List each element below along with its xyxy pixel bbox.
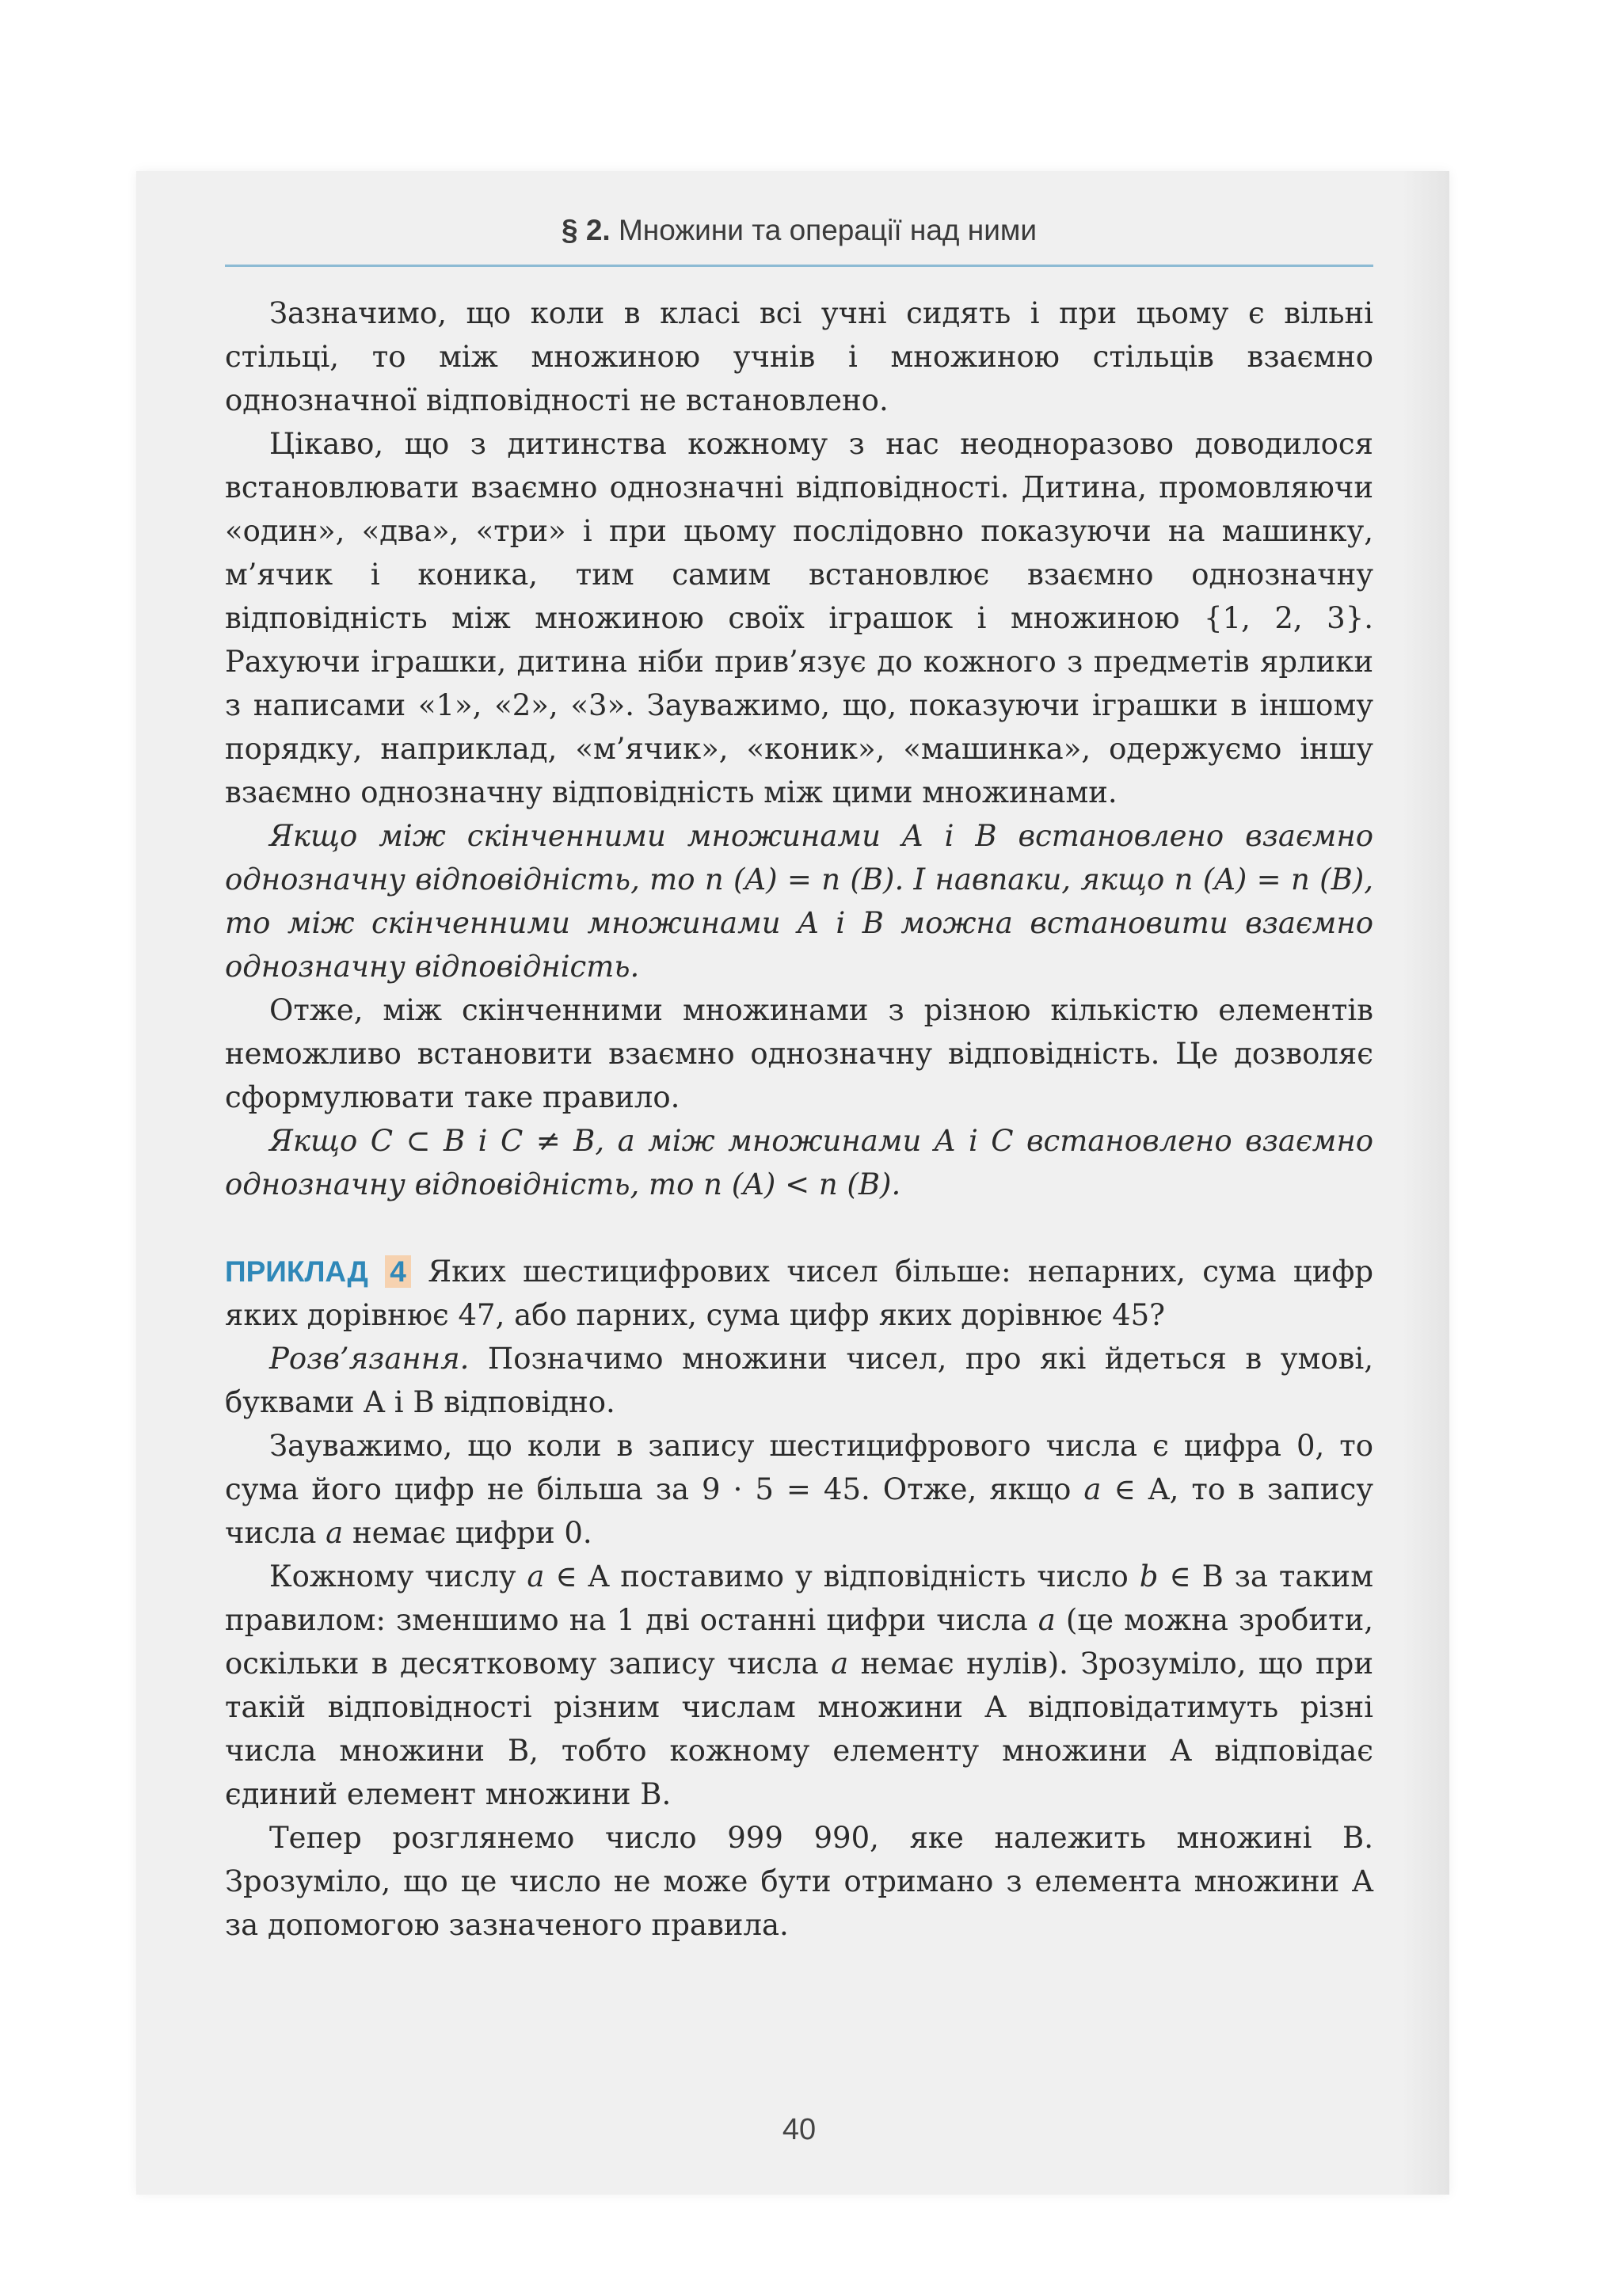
example-label: ПРИКЛАД	[225, 1255, 368, 1288]
variable: a	[1083, 1472, 1102, 1506]
variable: a	[831, 1647, 849, 1681]
running-header	[225, 214, 1373, 247]
text-run: ∈ A, то в запису числа	[225, 1472, 1373, 1550]
solution-text: Позначимо множини чисел, про які йдеться в умові, буквами A і B відповідно.	[225, 1342, 1373, 1419]
rule-statement: Якщо C ⊂ B і C ≠ B, а між множинами A і C встановлено взаємно однозначну відповідність, то n (A) < n (B).	[225, 1124, 1373, 1201]
page-body	[225, 291, 1373, 1947]
text-run: (це можна зробити, оскільки в десятковому запису числа	[225, 1603, 1373, 1681]
header-rule	[225, 265, 1373, 267]
text-run: Кожному числу	[269, 1559, 527, 1593]
paragraph: Зазначимо, що коли в класі всі учні сидять і при цьому є вільні стільці, то між множиною учнів і множиною стільців взаємно однозначної відповідності не встановлено.	[225, 296, 1373, 417]
variable: a	[326, 1516, 344, 1550]
variable: a	[527, 1559, 545, 1593]
text-run: ∈ A поставимо у відповідність число	[544, 1559, 1140, 1593]
variable: a	[1038, 1603, 1056, 1637]
page-number: 40	[782, 2113, 817, 2146]
text-run: немає цифри 0.	[343, 1516, 592, 1550]
solution-paragraph	[225, 1424, 1373, 1555]
example-question	[225, 1250, 1373, 1337]
rule-statement: Якщо між скінченними множинами A і B встановлено взаємно однозначну відповідність, то n (A) = n (B). І навпаки, якщо n (A) = n (B), то між скінченними множинами A і B можна встановити взаємно однозначну відповідність.	[225, 819, 1373, 984]
solution-paragraph	[225, 1555, 1373, 1816]
solution-paragraph: Тепер розглянемо число 999 990, яке належить множині B. Зрозуміло, що це число не може бути отримано з елемента множини A за допомогою зазначеного правила.	[225, 1821, 1373, 1942]
section-title: Множини та операції над ними	[618, 214, 1037, 246]
text-run: ∈ B за таким правилом: зменшимо на 1 дві останні цифри числа	[225, 1559, 1373, 1637]
book-page	[136, 171, 1449, 2195]
text-run: Зауважимо, що коли в запису шестицифрового числа є цифра 0, то сума його цифр не більша за 9 · 5 = 45. Отже, якщо	[225, 1429, 1373, 1506]
text-run: немає нулів). Зрозуміло, що при такій відповідності різним числам множини A відповідатимуть різні числа множини B, тобто кожному елементу множини A відповідає єдиний елемент множини B.	[225, 1647, 1373, 1811]
variable: b	[1139, 1559, 1159, 1593]
example-text: Яких шестицифрових чисел більше: непарних, сума цифр яких дорівнює 47, або парних, сума цифр яких дорівнює 45?	[225, 1255, 1374, 1332]
paragraph: Цікаво, що з дитинства кожному з нас неодноразово доводилося встановлювати взаємно однозначні відповідності. Дитина, промовляючи «один», «два», «три» і при цьому послідовно показуючи на машинку, м’ячик і коника, тим самим встановлює взаємно однозначну відповідність між множиною своїх іграшок і множиною {1, 2, 3}. Рахуючи іграшки, дитина ніби прив’язує до кожного з предметів ярлики з написами «1», «2», «3». Зауважимо, що, показуючи іграшки в іншому порядку, наприклад, «м’ячик», «коник», «машинка», одержуємо іншу взаємно однозначну відповідність між цими множинами.	[225, 427, 1373, 809]
paragraph: Отже, між скінченними множинами з різною кількістю елементів неможливо встановити взаємно однозначну відповідність. Це дозволяє сформулювати таке правило.	[225, 993, 1373, 1114]
solution-label: Розв’язання.	[269, 1342, 470, 1376]
example-number: 4	[385, 1255, 411, 1288]
solution-paragraph	[225, 1337, 1373, 1424]
section-number: § 2.	[561, 214, 611, 246]
